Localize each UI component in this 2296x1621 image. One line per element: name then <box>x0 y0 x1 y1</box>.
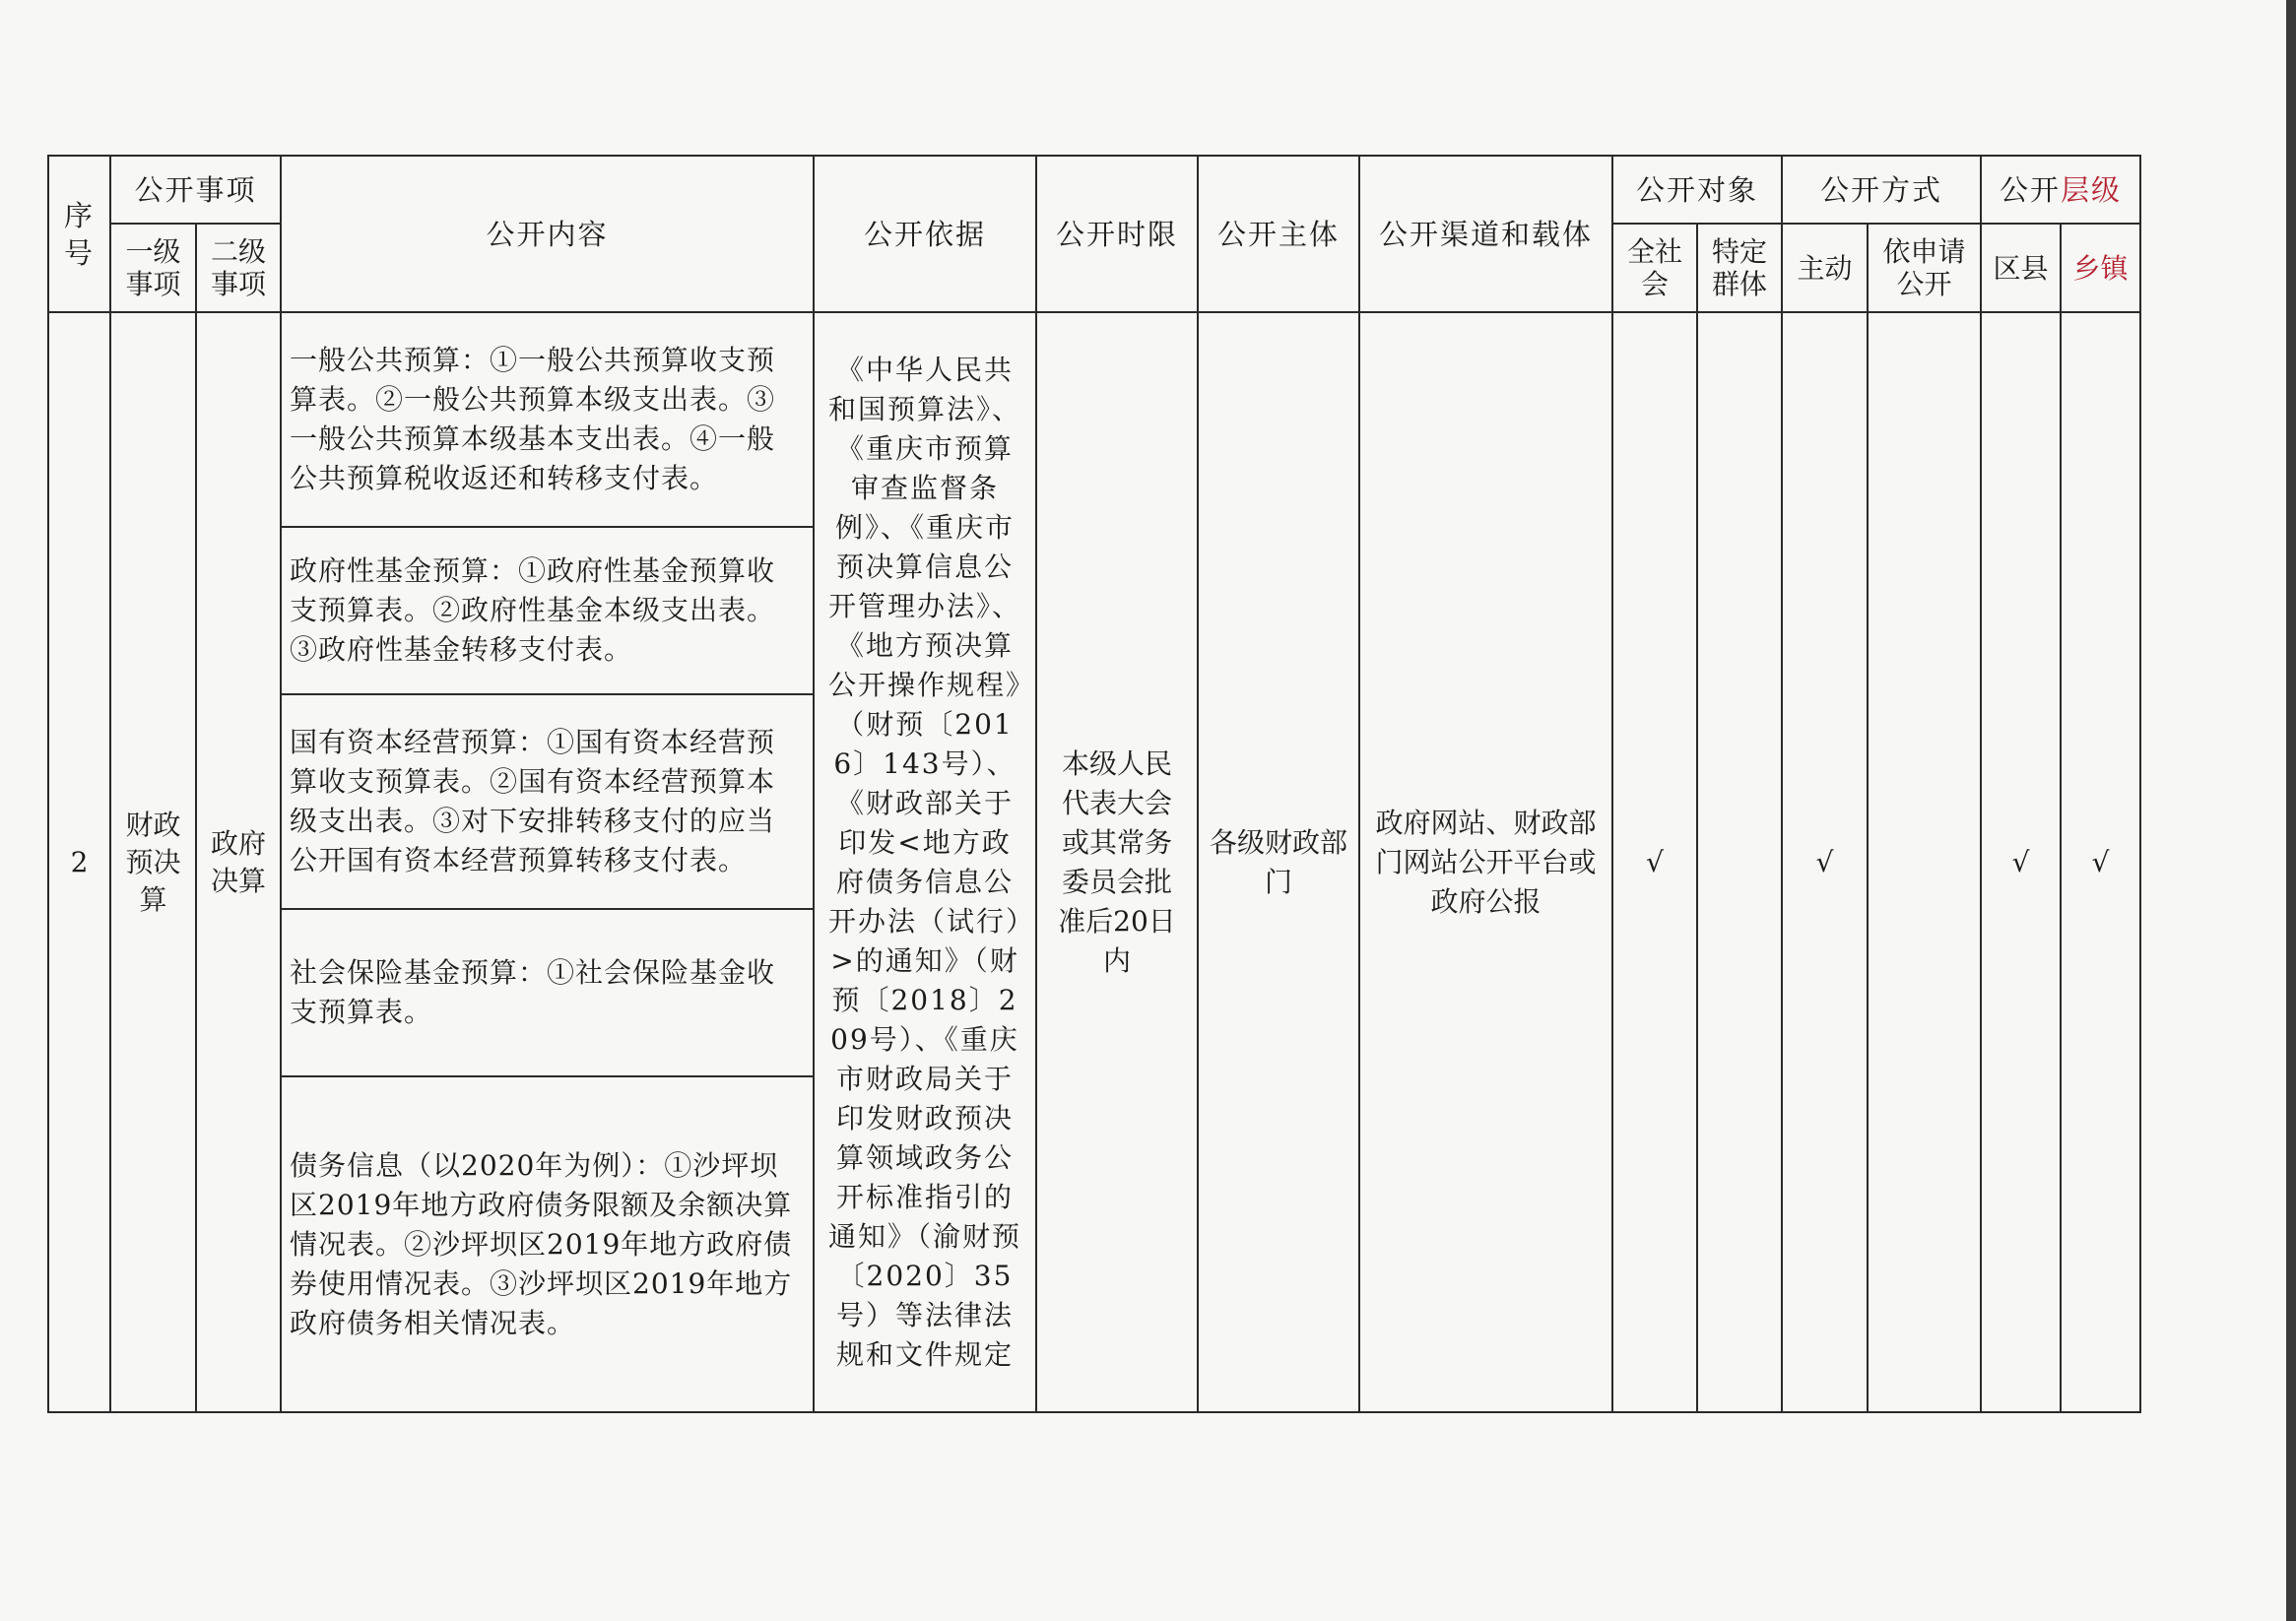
check-mode-request <box>1868 312 1981 1412</box>
check-audience-all: √ <box>1612 312 1697 1412</box>
header-level2: 二级事项 <box>196 224 281 312</box>
scan-edge <box>2286 0 2296 1621</box>
header-level-district: 区县 <box>1981 224 2061 312</box>
check-audience-specific <box>1697 312 1782 1412</box>
row-level2: 政府决算 <box>196 312 281 1412</box>
row-channel: 政府网站、财政部门网站公开平台或政府公报 <box>1359 312 1612 1412</box>
check-level-town: √ <box>2061 312 2140 1412</box>
header-level-group <box>1981 156 2140 224</box>
header-mode-group: 公开方式 <box>1782 156 1981 224</box>
header-audience-all: 全社会 <box>1612 224 1697 312</box>
header-mode-request: 依申请公开 <box>1868 224 1981 312</box>
content-social-insurance-budget: 社会保险基金预算：①社会保险基金收支预算表。 <box>281 909 814 1076</box>
header-level-prefix: 公开 <box>1999 172 2061 207</box>
row-level1: 财政预决算 <box>110 312 196 1412</box>
header-deadline: 公开时限 <box>1036 156 1198 312</box>
header-mode-active: 主动 <box>1782 224 1868 312</box>
row-deadline: 本级人民代表大会或其常务委员会批准后20日内 <box>1036 312 1198 1412</box>
header-audience-group: 公开对象 <box>1612 156 1782 224</box>
check-level-district: √ <box>1981 312 2061 1412</box>
header-items-group: 公开事项 <box>110 156 281 224</box>
header-seq: 序号 <box>48 156 110 312</box>
header-level1: 一级事项 <box>110 224 196 312</box>
header-level-town: 乡镇 <box>2061 224 2140 312</box>
table-row <box>48 312 2140 527</box>
header-audience-specific: 特定群体 <box>1697 224 1782 312</box>
row-seq: 2 <box>48 312 110 1412</box>
header-channel: 公开渠道和载体 <box>1359 156 1612 312</box>
content-debt-info: 债务信息（以2020年为例）：①沙坪坝区2019年地方政府债务限额及余额决算情况表。②沙坪坝区2019年地方政府债券使用情况表。③沙坪坝区2019年地方政府债务相关情况表。 <box>281 1076 814 1412</box>
header-subject: 公开主体 <box>1198 156 1359 312</box>
check-mode-active: √ <box>1782 312 1868 1412</box>
header-level-suffix: 层级 <box>2061 172 2123 207</box>
row-basis: 《中华人民共和国预算法》、《重庆市预算审查监督条例》、《重庆市预决算信息公开管理办法》、《地方预决算公开操作规程》（财预〔2016〕143号）、《财政部关于印发<地方政府债务信息公开办法（试行）>的通知》（财预〔2018〕209号）、《重庆市财政局关于印发财政预决算领域政务公开标准指引的通知》（渝财预〔2020〕35号）等法律法规和文件规定 <box>814 312 1036 1412</box>
content-fund-budget: 政府性基金预算：①政府性基金预算收支预算表。②政府性基金本级支出表。③政府性基金转移支付表。 <box>281 527 814 694</box>
content-state-capital-budget: 国有资本经营预算：①国有资本经营预算收支预算表。②国有资本经营预算本级支出表。③对下安排转移支付的应当公开国有资本经营预算转移支付表。 <box>281 694 814 909</box>
disclosure-table <box>47 155 2141 1413</box>
header-content: 公开内容 <box>281 156 814 312</box>
header-row-top <box>48 156 2140 224</box>
content-general-budget: 一般公共预算：①一般公共预算收支预算表。②一般公共预算本级支出表。③一般公共预算本级基本支出表。④一般公共预算税收返还和转移支付表。 <box>281 312 814 527</box>
header-basis: 公开依据 <box>814 156 1036 312</box>
row-subject: 各级财政部门 <box>1198 312 1359 1412</box>
